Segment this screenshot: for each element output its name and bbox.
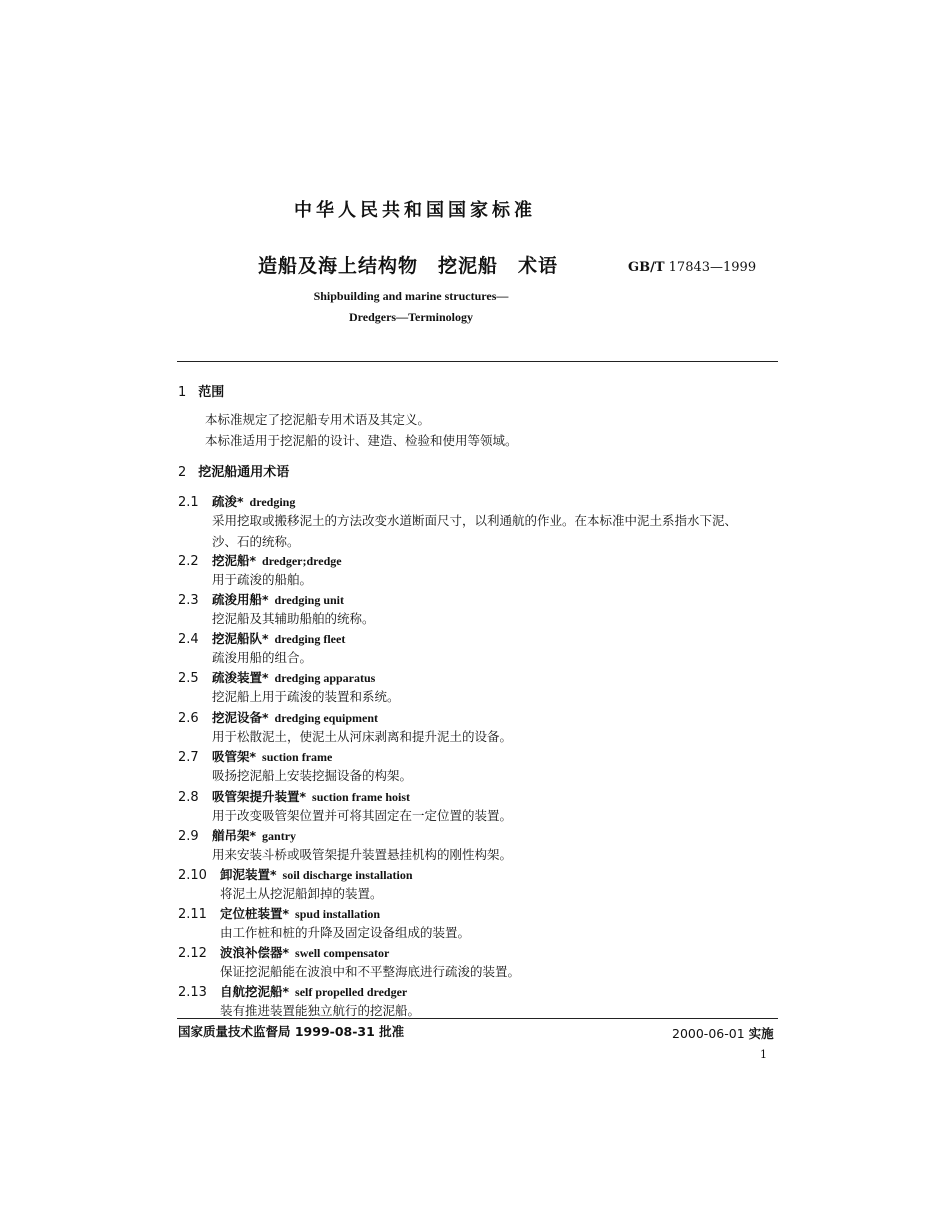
term-chinese: 疏浚装置* <box>212 670 269 685</box>
term-english: self propelled dredger <box>295 985 408 999</box>
standard-prefix: GB/T <box>628 260 665 275</box>
term-chinese: 吸管架提升装置* <box>212 789 307 804</box>
term-heading <box>178 864 413 883</box>
term-number: 2.13 <box>178 985 207 1000</box>
footer-divider <box>177 1018 778 1019</box>
term-definition: 采用挖取或搬移泥土的方法改变水道断面尺寸，以利通航的作业。在本标准中泥土系指水下泥、 <box>212 513 738 528</box>
term-english: dredger;dredge <box>262 554 342 568</box>
scope-paragraph: 本标准规定了挖泥船专用术语及其定义。 <box>205 412 431 427</box>
section-number: 1 <box>178 385 187 400</box>
term-heading <box>178 667 375 686</box>
term-number: 2.1 <box>178 495 199 510</box>
term-chinese: 挖泥船* <box>212 553 257 568</box>
term-english: dredging fleet <box>274 632 346 646</box>
term-definition: 吸扬挖泥船上安装挖掘设备的构架。 <box>212 768 413 783</box>
document-title-en-line1: Shipbuilding and marine structures— <box>313 289 509 303</box>
section-2-heading <box>178 461 289 480</box>
term-number: 2.9 <box>178 829 199 844</box>
term-chinese: 波浪补偿器* <box>220 945 290 960</box>
section-number: 2 <box>178 465 187 480</box>
term-english: spud installation <box>295 907 381 921</box>
term-heading <box>178 491 295 510</box>
term-english: suction frame <box>262 750 333 764</box>
national-standard-heading: 中华人民共和国国家标准 <box>294 200 536 221</box>
term-number: 2.4 <box>178 632 199 647</box>
term-number: 2.10 <box>178 868 207 883</box>
term-number: 2.11 <box>178 907 207 922</box>
term-number: 2.6 <box>178 711 199 726</box>
term-english: soil discharge installation <box>282 868 413 882</box>
page-number: 1 <box>760 1048 767 1061</box>
term-number: 2.3 <box>178 593 199 608</box>
standard-number <box>628 260 756 275</box>
document-title-en-line2: Dredgers—Terminology <box>349 310 473 324</box>
term-definition: 由工作桩和桩的升降及固定设备组成的装置。 <box>220 925 471 940</box>
term-chinese: 挖泥设备* <box>212 710 269 725</box>
effective-date: 2000-06-01 <box>672 1026 745 1041</box>
term-heading <box>178 786 410 805</box>
term-english: dredging <box>249 495 296 509</box>
section-title: 范围 <box>198 385 225 400</box>
term-number: 2.2 <box>178 554 199 569</box>
term-heading <box>178 825 296 844</box>
term-english: dredging apparatus <box>274 671 376 685</box>
term-definition: 用来安装斗桥或吸管架提升装置悬挂机构的刚性构架。 <box>212 847 513 862</box>
term-definition: 保证挖泥船能在波浪中和不平整海底进行疏浚的装置。 <box>220 964 521 979</box>
term-number: 2.7 <box>178 750 199 765</box>
term-heading <box>178 589 344 608</box>
term-heading <box>178 550 342 569</box>
effective-label: 实施 <box>748 1026 774 1041</box>
section-1-heading <box>178 381 224 400</box>
term-heading <box>178 746 332 765</box>
term-english: swell compensator <box>295 946 390 960</box>
standard-code: 17843—1999 <box>668 260 757 275</box>
header-divider <box>177 361 778 362</box>
term-definition: 用于松散泥土，使泥土从河床剥离和提升泥土的设备。 <box>212 729 513 744</box>
term-heading <box>178 903 380 922</box>
term-chinese: 艏吊架* <box>212 828 257 843</box>
term-definition: 挖泥船及其辅助船舶的统称。 <box>212 611 375 626</box>
term-definition: 沙、石的统称。 <box>212 534 300 549</box>
term-heading <box>178 981 407 1000</box>
effective-note <box>672 1024 774 1042</box>
term-heading <box>178 628 345 647</box>
term-definition: 疏浚用船的组合。 <box>212 650 313 665</box>
term-english: gantry <box>262 829 297 843</box>
term-chinese: 挖泥船队* <box>212 631 269 646</box>
term-number: 2.8 <box>178 790 199 805</box>
term-chinese: 卸泥装置* <box>220 867 277 882</box>
section-title: 挖泥船通用术语 <box>198 465 290 480</box>
term-number: 2.12 <box>178 946 207 961</box>
term-chinese: 自航挖泥船* <box>220 984 290 999</box>
term-english: dredging equipment <box>274 711 379 725</box>
term-english: suction frame hoist <box>312 790 411 804</box>
term-chinese: 疏浚* <box>212 494 244 509</box>
term-definition: 用于疏浚的船舶。 <box>212 572 313 587</box>
term-definition: 用于改变吸管架位置并可将其固定在一定位置的装置。 <box>212 808 513 823</box>
term-definition: 将泥土从挖泥船卸掉的装置。 <box>220 886 383 901</box>
term-number: 2.5 <box>178 671 199 686</box>
term-chinese: 疏浚用船* <box>212 592 269 607</box>
term-definition: 装有推进装置能独立航行的挖泥船。 <box>220 1003 421 1018</box>
term-chinese: 定位桩装置* <box>220 906 290 921</box>
term-definition: 挖泥船上用于疏浚的装置和系统。 <box>212 689 400 704</box>
term-heading <box>178 942 389 961</box>
term-chinese: 吸管架* <box>212 749 257 764</box>
term-english: dredging unit <box>274 593 345 607</box>
approval-note: 国家质量技术监督局 1999-08-31 批准 <box>178 1024 405 1039</box>
term-heading <box>178 707 378 726</box>
scope-paragraph: 本标准适用于挖泥船的设计、建造、检验和使用等领域。 <box>205 433 518 448</box>
document-title-zh: 造船及海上结构物 挖泥船 术语 <box>258 255 559 277</box>
